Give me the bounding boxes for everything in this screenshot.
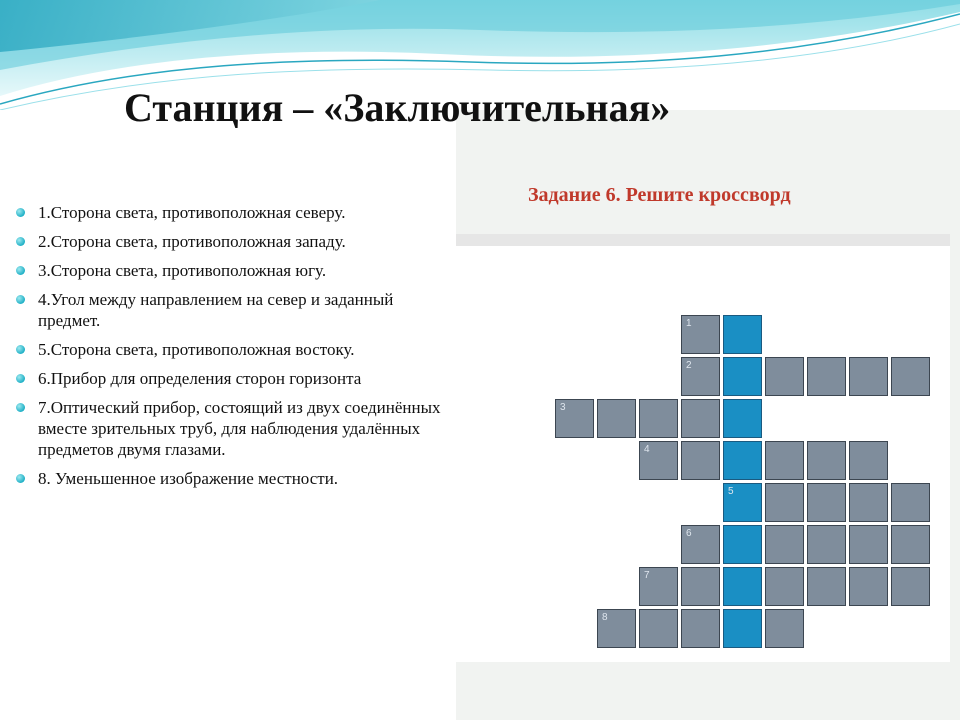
crossword-key-cell[interactable] [723,399,762,438]
crossword-row-number: 6 [686,528,692,539]
crossword-row-number: 1 [686,318,692,329]
crossword-cell[interactable] [765,357,804,396]
clue-8 [14,468,444,489]
crossword-key-cell[interactable] [723,357,762,396]
crossword-cell[interactable] [891,483,930,522]
crossword-key-cell[interactable] [723,609,762,648]
clue-text: 6.Прибор для определения сторон горизонта [38,369,362,388]
crossword-cell[interactable] [639,567,678,606]
crossword-cell[interactable] [765,567,804,606]
clue-text: 7.Оптический прибор, состоящий из двух соединённых вместе зрительных труб, для наблюдения удалённых предметов двумя глазами. [38,398,441,459]
crossword-key-cell[interactable] [723,315,762,354]
slide-title: Станция – «Заключительная» [124,85,671,130]
clue-3 [14,260,444,281]
crossword-row-number: 3 [560,402,566,413]
crossword-key-cell[interactable] [723,441,762,480]
crossword-cell[interactable] [681,567,720,606]
clue-2 [14,231,444,252]
crossword-cell[interactable] [849,357,888,396]
crossword-row-number: 7 [644,570,650,581]
crossword-row-number: 8 [602,612,608,623]
crossword-cell[interactable] [891,567,930,606]
crossword-cell[interactable] [765,441,804,480]
crossword-key-cell[interactable] [723,567,762,606]
crossword-cell[interactable] [597,399,636,438]
crossword-cell[interactable] [891,357,930,396]
crossword-cell[interactable] [639,399,678,438]
crossword-cell[interactable] [849,525,888,564]
crossword-cell[interactable] [807,567,846,606]
crossword-cell[interactable] [891,525,930,564]
clue-text: 3.Сторона света, противоположная югу. [38,261,327,280]
crossword-cell[interactable] [555,399,594,438]
crossword-cell[interactable] [807,357,846,396]
crossword-cell[interactable] [807,441,846,480]
crossword-grid [456,234,950,662]
clue-text: 8. Уменьшенное изображение местности. [38,469,339,488]
crossword-cell[interactable] [681,357,720,396]
crossword-row-number: 4 [644,444,650,455]
crossword-cell[interactable] [765,609,804,648]
task-title: Задание 6. Решите кроссворд [528,184,791,206]
clue-text: 4.Угол между направлением на север и заданный предмет. [38,290,394,330]
crossword-key-cell[interactable] [723,525,762,564]
crossword-cell[interactable] [807,483,846,522]
crossword-key-cell[interactable] [723,483,762,522]
crossword-row-number: 5 [728,486,734,497]
crossword-cell[interactable] [681,441,720,480]
crossword-cell[interactable] [681,315,720,354]
crossword-cell[interactable] [681,525,720,564]
crossword-cell[interactable] [681,609,720,648]
crossword-cell[interactable] [639,441,678,480]
clue-list [14,202,444,497]
clue-text: 5.Сторона света, противоположная востоку. [38,340,355,359]
crossword-cell[interactable] [765,483,804,522]
crossword-cell[interactable] [849,483,888,522]
crossword-cell[interactable] [639,609,678,648]
crossword-cell[interactable] [849,567,888,606]
clue-5 [14,339,444,360]
clue-4 [14,289,444,331]
clue-1 [14,202,444,223]
crossword-cell[interactable] [681,399,720,438]
clue-7 [14,397,444,460]
crossword-row-number: 2 [686,360,692,371]
clue-text: 1.Сторона света, противоположная северу. [38,203,346,222]
crossword-cell[interactable] [849,441,888,480]
crossword-cell[interactable] [765,525,804,564]
crossword-cell[interactable] [807,525,846,564]
clue-6 [14,368,444,389]
clue-text: 2.Сторона света, противоположная западу. [38,232,346,251]
crossword-cell[interactable] [597,609,636,648]
